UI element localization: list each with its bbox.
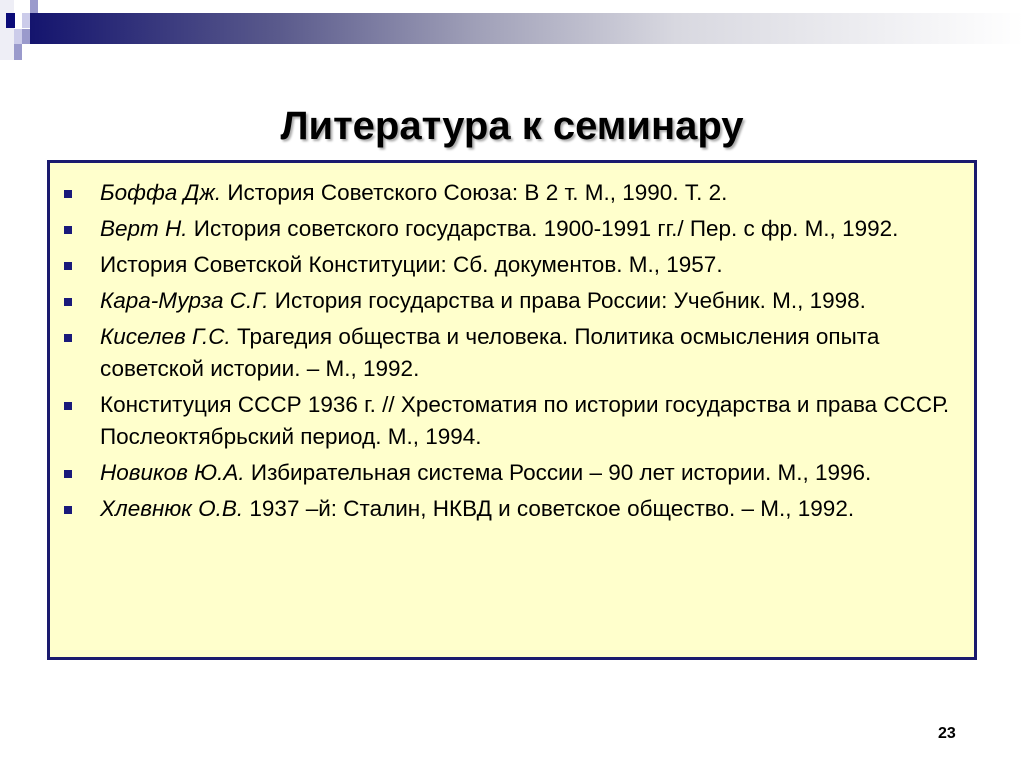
decor-square xyxy=(0,0,14,60)
list-item xyxy=(50,249,974,281)
page-number: 23 xyxy=(938,725,956,742)
list-item xyxy=(50,177,974,209)
bibliography-list xyxy=(50,163,974,525)
author: Киселев Г.С. xyxy=(100,324,231,349)
author: Новиков Ю.А. xyxy=(100,460,245,485)
item-text: Конституция СССР 1936 г. // Хрестоматия по истории государства и права СССР. Послеоктябрьский период. М., 1994. xyxy=(100,392,950,449)
bullet-icon xyxy=(64,402,72,410)
item-text: История Советской Конституции: Сб. документов. М., 1957. xyxy=(100,252,723,277)
header-gradient-bar xyxy=(30,13,1024,44)
item-text: Трагедия общества и человека. Политика осмысления опыта советской истории. – М., 1992. xyxy=(100,324,880,381)
bullet-icon xyxy=(64,470,72,478)
list-item xyxy=(50,285,974,317)
item-text: История советского государства. 1900-1991 гг./ Пер. с фр. М., 1992. xyxy=(187,216,899,241)
bullet-icon xyxy=(64,506,72,514)
list-item xyxy=(50,457,974,489)
author: Боффа Дж. xyxy=(100,180,222,205)
author: Верт Н. xyxy=(100,216,188,241)
item-text: 1937 –й: Сталин, НКВД и советское общество. – М., 1992. xyxy=(243,496,855,521)
bullet-icon xyxy=(64,190,72,198)
list-item xyxy=(50,493,974,525)
slide-title: Литература к семинару xyxy=(280,104,744,148)
list-item xyxy=(50,389,974,453)
bullet-icon xyxy=(64,334,72,342)
bullet-icon xyxy=(64,226,72,234)
bibliography-box xyxy=(47,160,977,660)
decor-square xyxy=(22,13,30,28)
bullet-icon xyxy=(64,262,72,270)
item-text: История Советского Союза: В 2 т. М., 1990. Т. 2. xyxy=(221,180,728,205)
item-text: История государства и права России: Учебник. М., 1998. xyxy=(268,288,866,313)
bullet-icon xyxy=(64,298,72,306)
list-item xyxy=(50,213,974,245)
list-item xyxy=(50,321,974,385)
decor-square xyxy=(6,13,15,28)
author: Хлевнюк О.В. xyxy=(100,496,244,521)
author: Кара-Мурза С.Г. xyxy=(100,288,269,313)
item-text: Избирательная система России – 90 лет истории. М., 1996. xyxy=(244,460,872,485)
decor-square xyxy=(22,29,30,44)
decor-square xyxy=(14,44,22,60)
